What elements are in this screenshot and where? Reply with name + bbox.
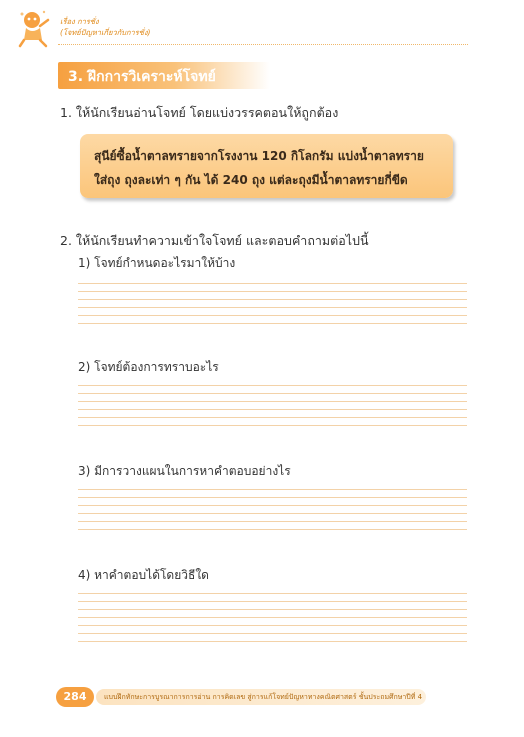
- sub-question-4: 4) หาคำตอบได้โดยวิธีใด: [78, 568, 209, 582]
- sub-question-1: 1) โจทย์กำหนดอะไรมาให้บ้าง: [78, 256, 236, 270]
- answer-lines-3: [78, 489, 467, 537]
- sub-question-2: 2) โจทย์ต้องการทราบอะไร: [78, 360, 219, 374]
- answer-lines-4: [78, 593, 467, 649]
- sub-question-3: 3) มีการวางแผนในการหาคำตอบอย่างไร: [78, 464, 291, 478]
- book-title: แบบฝึกทักษะการบูรณาการการอ่าน การคิดเลข สู่การแก้โจทย์ปัญหาทางคณิตศาสตร์ ชั้นประถมศึกษาปีที่ 4: [104, 693, 423, 701]
- footer-bar: [96, 689, 426, 705]
- question-1: 1. ให้นักเรียนอ่านโจทย์ โดยแบ่งวรรคตอนให้ถูกต้อง: [60, 105, 339, 120]
- question-2: 2. ให้นักเรียนทำความเข้าใจโจทย์ และตอบคำถามต่อไปนี้: [60, 233, 369, 248]
- page-number: 284: [56, 687, 94, 707]
- header-divider: [58, 44, 468, 45]
- header-subtopic: (โจทย์ปัญหาเกี่ยวกับการชั่ง): [60, 28, 151, 37]
- mascot-icon: [18, 8, 54, 48]
- header-text: [60, 16, 150, 38]
- header-topic: เรื่อง การชั่ง: [60, 17, 99, 26]
- problem-box: [80, 134, 453, 198]
- answer-lines-1: [78, 283, 467, 331]
- section-title-banner: [58, 62, 270, 89]
- problem-line-1: สุนีย์ซื้อน้ำตาลทรายจากโรงงาน 120 กิโลกรัม แบ่งน้ำตาลทราย: [94, 149, 424, 163]
- answer-lines-2: [78, 385, 467, 433]
- section-title: 3. ฝึกการวิเคราะห์โจทย์: [68, 69, 216, 85]
- problem-line-2: ใส่ถุง ถุงละเท่า ๆ กัน ได้ 240 ถุง แต่ละถุงมีน้ำตาลทรายกี่ขีด: [94, 173, 408, 187]
